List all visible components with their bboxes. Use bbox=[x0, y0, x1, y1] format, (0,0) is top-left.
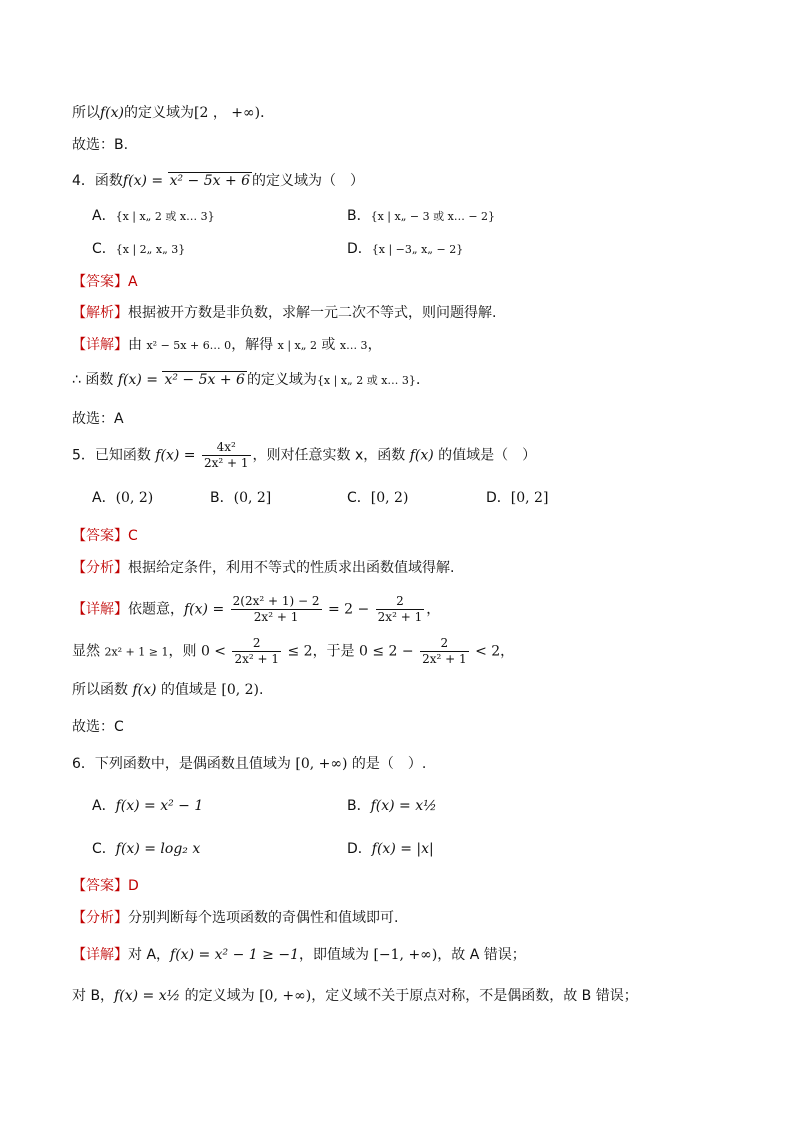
text: ， bbox=[500, 643, 515, 660]
math: [−1, +∞) bbox=[373, 947, 438, 963]
text: 故选：C bbox=[72, 719, 124, 735]
option-text: f(x) = log₂ x bbox=[115, 841, 201, 857]
q4-detail-1 bbox=[72, 334, 382, 357]
q5-detail-3 bbox=[72, 679, 263, 701]
math: [0, +∞) bbox=[295, 756, 348, 772]
q5-answer bbox=[72, 525, 138, 547]
question-number: 5．已知函数 bbox=[72, 447, 156, 464]
text: ，则对任意实数 x，函数 bbox=[252, 447, 410, 464]
numerator: 2 bbox=[420, 636, 469, 652]
q5-analysis bbox=[72, 557, 454, 579]
math: 0 ≤ 2 − bbox=[359, 643, 419, 660]
text: 由 bbox=[128, 337, 147, 353]
text: ，故 A 错误； bbox=[437, 947, 526, 963]
answer-tag: 【答案】 bbox=[72, 528, 128, 544]
option-text: (0, 2] bbox=[233, 490, 272, 506]
fraction bbox=[231, 594, 322, 625]
option-label: C． bbox=[92, 241, 116, 257]
numerator: 2 bbox=[376, 594, 425, 610]
option-label: D． bbox=[347, 841, 372, 857]
option-text: f(x) = x² − 1 bbox=[115, 798, 204, 814]
option-text: {x | x„ − 3 或 x… − 2} bbox=[370, 210, 496, 223]
text: 显然 bbox=[72, 643, 105, 660]
math: 2x² + 1 ≥ 1 bbox=[104, 645, 169, 659]
q6-detail-1 bbox=[72, 944, 526, 966]
text: 的值域是 bbox=[156, 682, 222, 698]
math: = 2 − bbox=[323, 601, 374, 618]
q4-detail-2 bbox=[72, 369, 430, 392]
text: 分别判断每个选项函数的奇偶性和值域即可. bbox=[128, 910, 399, 926]
math: [0, +∞) bbox=[259, 988, 312, 1004]
math: x… 3 bbox=[339, 339, 368, 352]
math: 0 < bbox=[200, 643, 231, 660]
math: x² − 5x + 6… 0 bbox=[146, 339, 232, 352]
text: ∴ 函数 bbox=[72, 372, 118, 388]
select-line bbox=[72, 134, 128, 156]
denominator: 2x² + 1 bbox=[422, 652, 467, 666]
math: [0, 2) bbox=[221, 682, 260, 698]
math: [2 ， +∞) bbox=[194, 105, 261, 121]
answer-value: A bbox=[128, 274, 138, 290]
option-label: D． bbox=[347, 241, 372, 257]
answer-tag: 【答案】 bbox=[72, 878, 128, 894]
q5-option-c bbox=[347, 487, 408, 509]
fraction bbox=[376, 594, 425, 625]
math: f(x) = bbox=[122, 173, 168, 189]
text: ，即值域为 bbox=[298, 947, 374, 963]
q6-option-a bbox=[92, 795, 203, 817]
analysis-tag: 【解析】 bbox=[72, 305, 128, 321]
text: 故选：B. bbox=[72, 137, 129, 153]
text: 的定义域为 bbox=[124, 105, 195, 121]
option-text: (0, 2) bbox=[115, 490, 154, 506]
option-label: D． bbox=[486, 490, 511, 506]
option-text: f(x) = x½ bbox=[370, 798, 437, 814]
denominator: 2x² + 1 bbox=[377, 610, 423, 624]
option-label: B． bbox=[210, 490, 234, 506]
option-label: A． bbox=[92, 208, 116, 224]
q5-stem bbox=[72, 440, 536, 471]
numerator: 2(2x² + 1) − 2 bbox=[232, 594, 320, 608]
question-number: 6．下列函数中，是偶函数且值域为 bbox=[72, 756, 296, 772]
text: 所以 bbox=[72, 105, 100, 121]
text: 的是（ ）. bbox=[347, 756, 427, 772]
denominator: 2x² + 1 bbox=[204, 456, 249, 470]
math: ≤ 2 bbox=[283, 643, 313, 660]
text: ， bbox=[367, 337, 382, 353]
math: {x | x„ 2 或 x… 3} bbox=[316, 374, 416, 387]
detail-tag: 【详解】 bbox=[72, 337, 128, 353]
numerator: 4x² bbox=[202, 440, 251, 456]
option-label: B． bbox=[347, 208, 371, 224]
q4-option-a bbox=[92, 205, 215, 228]
q6-analysis bbox=[72, 907, 398, 929]
math: < 2 bbox=[470, 643, 501, 660]
math: f(x) = x² − 1 ≥ −1 bbox=[170, 947, 299, 963]
q4-option-c bbox=[92, 238, 185, 261]
numerator: 2 bbox=[232, 636, 281, 652]
q5-detail-2 bbox=[72, 636, 514, 667]
text: 根据被开方数是非负数，求解一元二次不等式，则问题得解. bbox=[128, 305, 497, 321]
math: f(x) bbox=[132, 682, 157, 698]
q6-option-c bbox=[92, 838, 200, 860]
text: . bbox=[259, 682, 264, 698]
fraction bbox=[420, 636, 469, 667]
q5-detail-1 bbox=[72, 594, 440, 625]
conclusion-line bbox=[72, 102, 274, 124]
text: ， bbox=[426, 601, 441, 618]
answer-value: D bbox=[128, 878, 139, 894]
answer-value: C bbox=[128, 528, 138, 544]
q4-stem bbox=[72, 170, 364, 192]
text: ． bbox=[260, 105, 275, 121]
text: 或 bbox=[316, 337, 340, 353]
option-text: {x | −3„ x„ − 2} bbox=[371, 243, 464, 256]
text: 所以函数 bbox=[72, 682, 133, 698]
text: ，解得 bbox=[231, 337, 278, 353]
radical: x² − 5x + 6 bbox=[169, 173, 251, 189]
q6-detail-2 bbox=[72, 985, 638, 1007]
analysis-tag: 【分析】 bbox=[72, 910, 128, 926]
denominator: 2x² + 1 bbox=[253, 610, 299, 624]
option-text: {x | 2„ x„ 3} bbox=[115, 243, 186, 256]
text: 的定义域为（ ） bbox=[252, 173, 365, 189]
option-label: A． bbox=[92, 490, 116, 506]
analysis-tag: 【分析】 bbox=[72, 560, 128, 576]
q4-select bbox=[72, 408, 124, 430]
option-text: {x | x„ 2 或 x… 3} bbox=[115, 210, 215, 223]
math: f(x) = x½ bbox=[114, 988, 181, 1004]
question-number: 4．函数 bbox=[72, 173, 123, 189]
q6-answer bbox=[72, 875, 139, 897]
fraction bbox=[202, 440, 251, 471]
radical: x² − 5x + 6 bbox=[164, 372, 245, 388]
answer-tag: 【答案】 bbox=[72, 274, 128, 290]
detail-tag: 【详解】 bbox=[72, 601, 128, 618]
text: 的定义域为 bbox=[246, 372, 317, 388]
option-text: [0, 2] bbox=[510, 490, 549, 506]
q5-option-d bbox=[486, 487, 548, 509]
text: 依题意， bbox=[128, 601, 184, 618]
math: x | x„ 2 bbox=[277, 339, 317, 352]
q4-answer bbox=[72, 271, 138, 293]
q6-stem bbox=[72, 753, 426, 775]
text: ，则 bbox=[168, 643, 201, 660]
text: ． bbox=[415, 372, 430, 388]
text: 根据给定条件，利用不等式的性质求出函数值域得解. bbox=[128, 560, 455, 576]
q5-option-b bbox=[210, 487, 271, 509]
text: ，于是 bbox=[312, 643, 360, 660]
denominator: 2x² + 1 bbox=[234, 652, 280, 666]
math: f(x) bbox=[100, 105, 125, 121]
option-label: C． bbox=[92, 841, 116, 857]
text: 的定义域为 bbox=[180, 988, 260, 1004]
detail-tag: 【详解】 bbox=[72, 947, 128, 963]
text: 对 B， bbox=[72, 988, 115, 1004]
q6-option-b bbox=[347, 795, 437, 817]
q5-option-a bbox=[92, 487, 153, 509]
q4-option-d bbox=[347, 238, 463, 261]
option-label: C． bbox=[347, 490, 371, 506]
math: f(x) = bbox=[184, 601, 229, 618]
q4-option-b bbox=[347, 205, 495, 228]
option-text: f(x) = |x| bbox=[371, 841, 434, 857]
option-text: [0, 2) bbox=[370, 490, 409, 506]
math: f(x) bbox=[409, 447, 434, 464]
q4-analysis bbox=[72, 302, 496, 324]
text: 的值域是（ ） bbox=[433, 447, 537, 464]
math: f(x) = bbox=[155, 447, 200, 464]
text: 对 A， bbox=[128, 947, 171, 963]
math: f(x) = bbox=[117, 372, 163, 388]
q6-option-d bbox=[347, 838, 434, 860]
q5-select bbox=[72, 716, 124, 738]
fraction bbox=[232, 636, 281, 667]
text: ，定义域不关于原点对称，不是偶函数，故 B 错误； bbox=[311, 988, 638, 1004]
option-label: B． bbox=[347, 798, 371, 814]
text: 故选：A bbox=[72, 411, 124, 427]
option-label: A． bbox=[92, 798, 116, 814]
